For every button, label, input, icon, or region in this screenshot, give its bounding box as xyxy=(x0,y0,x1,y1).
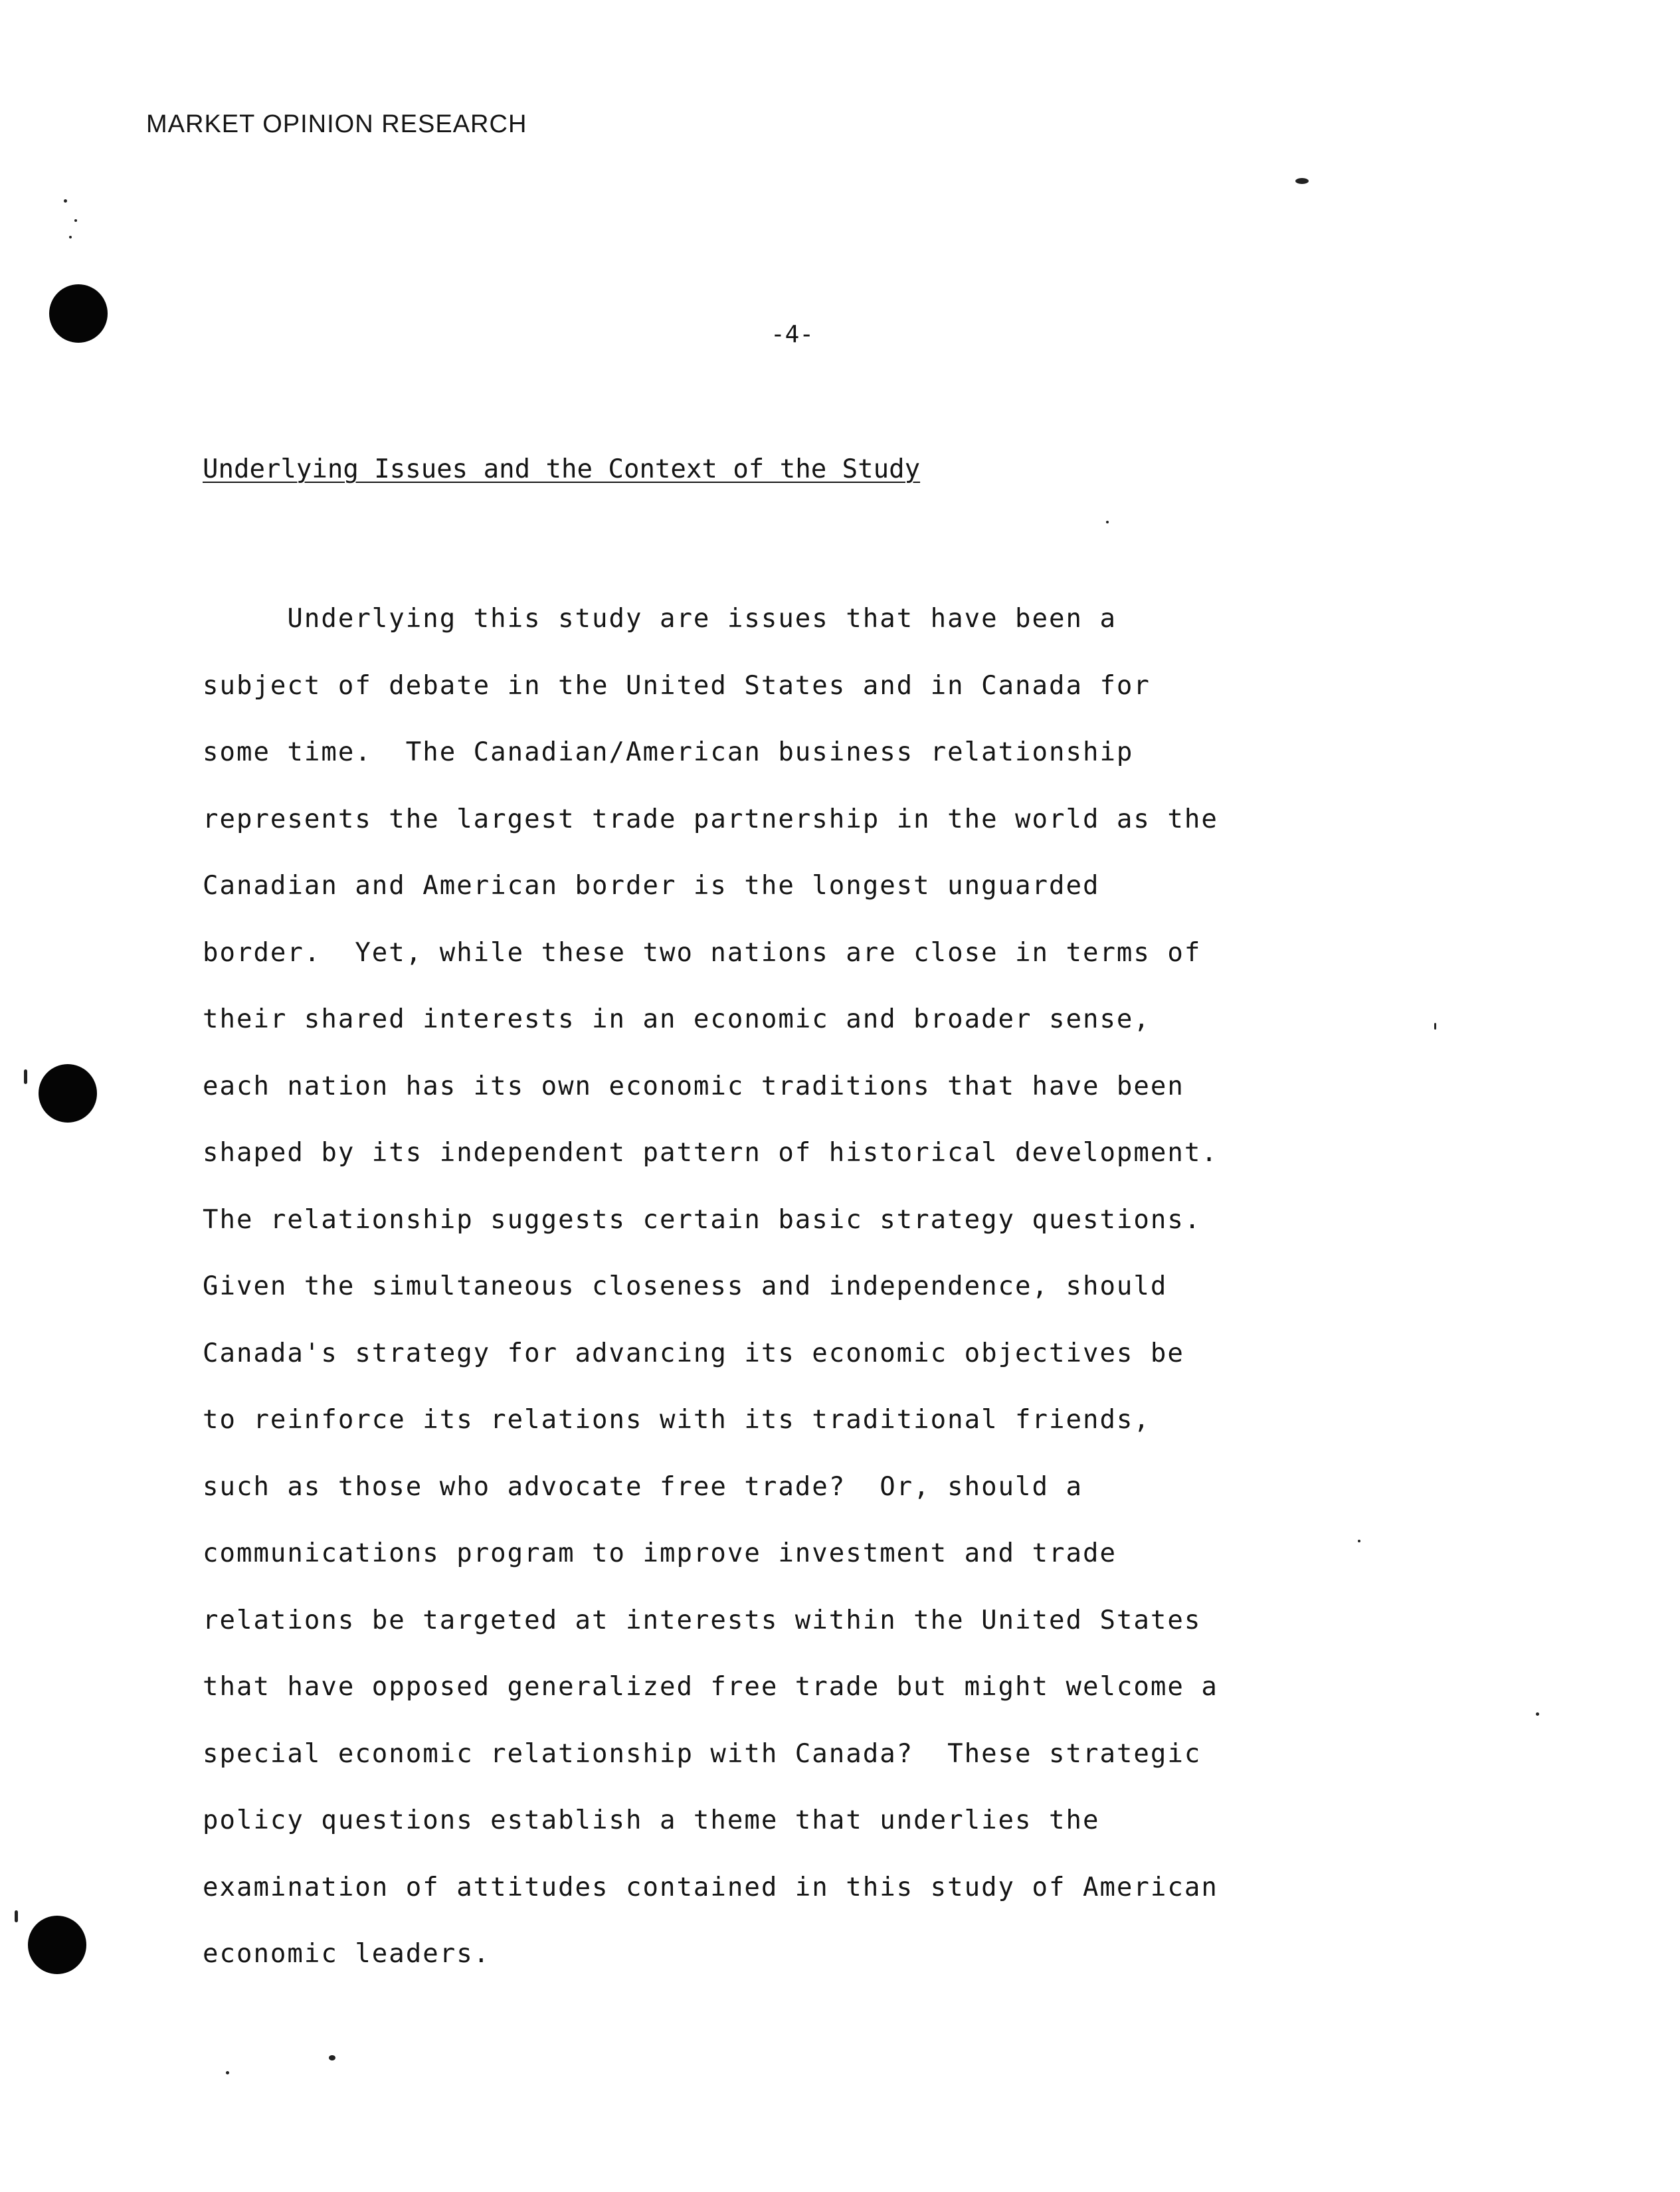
scan-speck xyxy=(24,1069,27,1084)
body-line: to reinforce its relations with its traditional friends, xyxy=(203,1405,1151,1435)
page-number: -4- xyxy=(771,321,814,348)
scan-speck xyxy=(329,2055,335,2060)
scan-speck xyxy=(1434,1023,1436,1030)
scan-speck xyxy=(1536,1712,1539,1716)
body-line: The relationship suggests certain basic strategy questions. xyxy=(203,1204,1202,1235)
scan-speck xyxy=(226,2071,229,2074)
scan-speck xyxy=(1106,521,1109,523)
punch-hole-middle xyxy=(39,1064,97,1123)
body-line: border. Yet, while these two nations are close in terms of xyxy=(203,937,1202,968)
scan-speck xyxy=(1358,1540,1360,1542)
scan-speck xyxy=(64,199,67,203)
scan-speck xyxy=(74,219,77,222)
body-line: such as those who advocate free trade? Or, should a xyxy=(203,1471,1083,1502)
scan-speck xyxy=(69,236,72,238)
punch-hole-bottom xyxy=(28,1916,86,1974)
body-line: examination of attitudes contained in this study of American xyxy=(203,1872,1218,1902)
body-line: Canadian and American border is the longest unguarded xyxy=(203,871,1100,901)
body-paragraph xyxy=(203,586,1218,1988)
body-line: some time. The Canadian/American business relationship xyxy=(203,737,1134,767)
scan-speck xyxy=(15,1910,18,1922)
body-line: shaped by its independent pattern of historical development. xyxy=(203,1138,1218,1168)
body-line: subject of debate in the United States and in Canada for xyxy=(203,670,1151,701)
body-line: communications program to improve investment and trade xyxy=(203,1538,1117,1568)
section-heading: Underlying Issues and the Context of the Study xyxy=(203,454,921,484)
body-line: represents the largest trade partnership in the world as the xyxy=(203,804,1218,834)
body-line: each nation has its own economic traditions that have been xyxy=(203,1071,1184,1101)
body-line: economic leaders. xyxy=(203,1939,491,1969)
body-line: Canada's strategy for advancing its economic objectives be xyxy=(203,1338,1184,1368)
body-line: relations be targeted at interests within the United States xyxy=(203,1605,1202,1635)
body-line: Underlying this study are issues that have been a xyxy=(203,604,1117,634)
body-line: their shared interests in an economic and broader sense, xyxy=(203,1004,1151,1034)
body-line: Given the simultaneous closeness and independence, should xyxy=(203,1271,1168,1301)
body-line: policy questions establish a theme that underlies the xyxy=(203,1805,1100,1835)
body-line: special economic relationship with Canada? These strategic xyxy=(203,1738,1202,1769)
punch-hole-top xyxy=(49,284,108,343)
body-line: that have opposed generalized free trade but might welcome a xyxy=(203,1672,1218,1702)
scan-speck xyxy=(1295,178,1309,184)
letterhead: MARKET OPINION RESEARCH xyxy=(146,110,527,138)
